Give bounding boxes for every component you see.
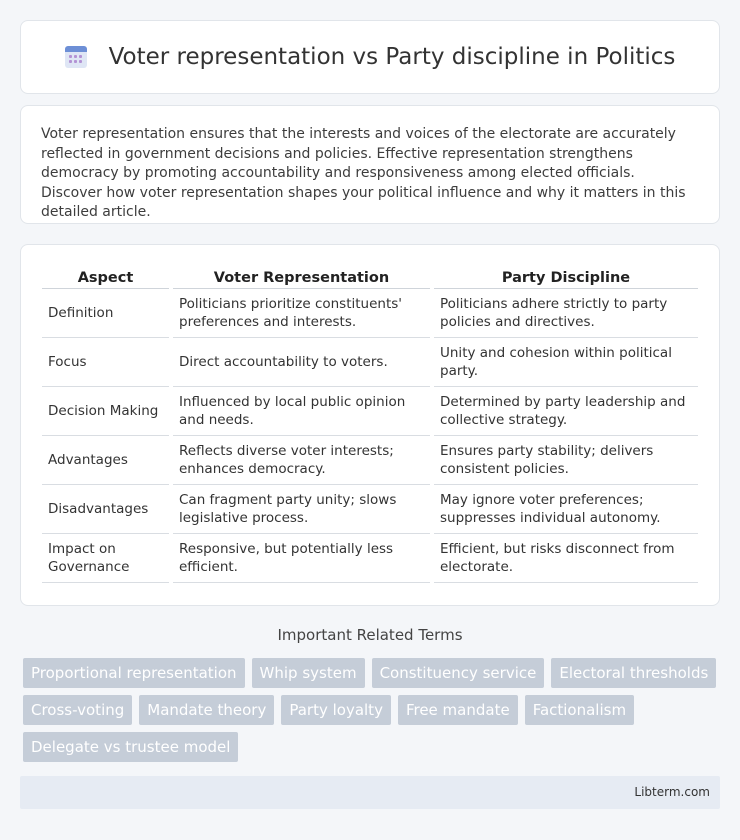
cell-party-discipline: Ensures party stability; delivers consistent policies. bbox=[434, 436, 698, 485]
cell-party-discipline: Determined by party leadership and collective strategy. bbox=[434, 387, 698, 436]
term-tag[interactable]: Party loyalty bbox=[281, 695, 391, 725]
comparison-table-card bbox=[20, 244, 720, 606]
table-row bbox=[42, 436, 698, 485]
term-tag[interactable]: Mandate theory bbox=[139, 695, 274, 725]
footer-link[interactable]: Libterm.com bbox=[634, 785, 710, 799]
related-terms-title: Important Related Terms bbox=[277, 626, 463, 644]
footer bbox=[20, 776, 720, 809]
cell-voter-representation: Direct accountability to voters. bbox=[173, 338, 430, 387]
table-row bbox=[42, 485, 698, 534]
cell-aspect: Disadvantages bbox=[42, 485, 169, 534]
column-header-party-discipline: Party Discipline bbox=[434, 265, 698, 289]
cell-voter-representation: Can fragment party unity; slows legislative process. bbox=[173, 485, 430, 534]
term-tag[interactable]: Cross-voting bbox=[23, 695, 132, 725]
cell-aspect: Definition bbox=[42, 289, 169, 338]
term-tag[interactable]: Free mandate bbox=[398, 695, 518, 725]
calendar-icon bbox=[65, 46, 87, 68]
cell-aspect: Focus bbox=[42, 338, 169, 387]
cell-aspect: Advantages bbox=[42, 436, 169, 485]
column-header-voter-representation: Voter Representation bbox=[173, 265, 430, 289]
cell-voter-representation: Influenced by local public opinion and needs. bbox=[173, 387, 430, 436]
cell-voter-representation: Politicians prioritize constituents' preferences and interests. bbox=[173, 289, 430, 338]
cell-party-discipline: Unity and cohesion within political party. bbox=[434, 338, 698, 387]
header-card bbox=[20, 20, 720, 94]
intro-paragraph: Voter representation ensures that the interests and voices of the electorate are accurately reflected in government decisions and policies. Effective representation strengthens democracy by promoting accountability and responsiveness among elected officials. Discover how voter representation shapes your political influence and why it matters in this detailed article. bbox=[20, 105, 720, 224]
related-terms-list bbox=[23, 658, 723, 762]
page-title: Voter representation vs Party discipline in Politics bbox=[108, 44, 676, 70]
cell-voter-representation: Reflects diverse voter interests; enhances democracy. bbox=[173, 436, 430, 485]
term-tag[interactable]: Proportional representation bbox=[23, 658, 245, 688]
term-tag[interactable]: Electoral thresholds bbox=[551, 658, 716, 688]
table-row bbox=[42, 338, 698, 387]
column-header-aspect: Aspect bbox=[42, 265, 169, 289]
term-tag[interactable]: Delegate vs trustee model bbox=[23, 732, 238, 762]
term-tag[interactable]: Factionalism bbox=[525, 695, 634, 725]
term-tag[interactable]: Constituency service bbox=[372, 658, 545, 688]
cell-party-discipline: Politicians adhere strictly to party policies and directives. bbox=[434, 289, 698, 338]
table-row bbox=[42, 387, 698, 436]
cell-voter-representation: Responsive, but potentially less efficient. bbox=[173, 534, 430, 583]
table-row bbox=[42, 289, 698, 338]
comparison-table bbox=[38, 265, 702, 583]
table-row bbox=[42, 534, 698, 583]
table-header-row bbox=[42, 265, 698, 289]
cell-party-discipline: Efficient, but risks disconnect from electorate. bbox=[434, 534, 698, 583]
cell-aspect: Impact on Governance bbox=[42, 534, 169, 583]
cell-aspect: Decision Making bbox=[42, 387, 169, 436]
cell-party-discipline: May ignore voter preferences; suppresses individual autonomy. bbox=[434, 485, 698, 534]
term-tag[interactable]: Whip system bbox=[252, 658, 365, 688]
